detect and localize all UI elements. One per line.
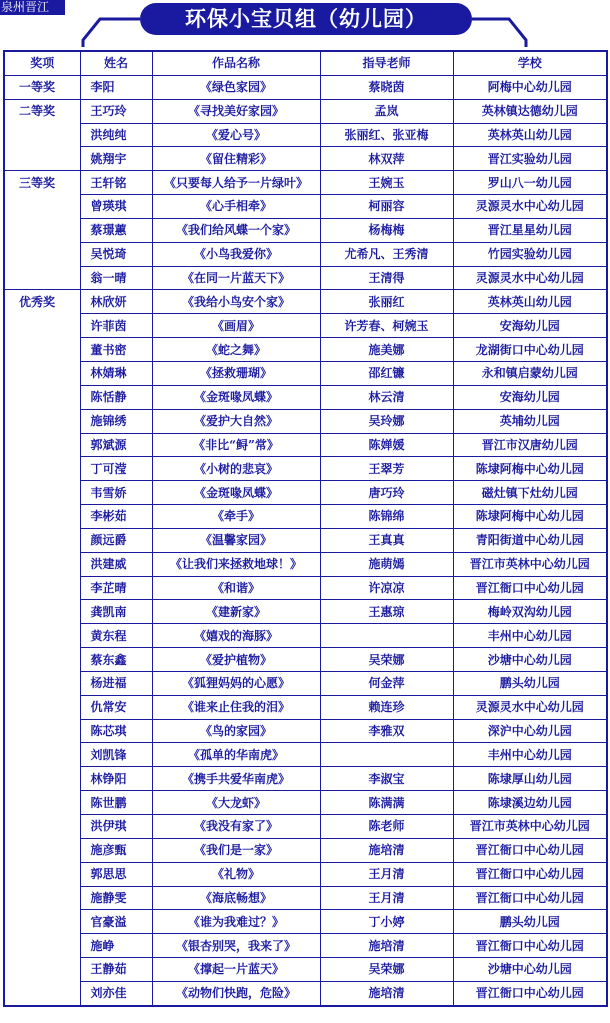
work-title-cell: 《小树的悲哀》 (152, 457, 320, 481)
school-cell: 罗山八一幼儿园 (453, 171, 607, 195)
school-cell: 深沪中心幼儿园 (453, 719, 607, 743)
school-cell: 英林英山幼儿园 (453, 290, 607, 314)
name-cell: 林欣妍 (80, 290, 152, 314)
school-cell: 永和镇启蒙幼儿园 (453, 361, 607, 385)
table-row (4, 457, 607, 481)
school-cell: 安海幼儿园 (453, 385, 607, 409)
name-cell: 许菲茵 (80, 314, 152, 338)
teacher-cell: 吴荣娜 (320, 958, 453, 982)
table-row (4, 290, 607, 314)
name-cell: 刘亦佳 (80, 981, 152, 1005)
table-row (4, 505, 607, 529)
table-row (4, 791, 607, 815)
table-row (4, 958, 607, 982)
table-row (4, 838, 607, 862)
teacher-cell: 唐巧玲 (320, 481, 453, 505)
school-cell: 陈埭厚山幼儿园 (453, 767, 607, 791)
teacher-cell: 吴荣娜 (320, 648, 453, 672)
school-cell: 晋江市英林中心幼儿园 (453, 552, 607, 576)
school-cell: 梅岭双沟幼儿园 (453, 600, 607, 624)
name-cell: 施峥 (80, 934, 152, 958)
award-cell (4, 314, 80, 338)
teacher-cell (320, 624, 453, 648)
school-cell: 晋江星星幼儿园 (453, 218, 607, 242)
work-title-cell: 《蛇之舞》 (152, 338, 320, 362)
name-cell: 李阳 (80, 75, 152, 99)
school-cell: 晋江市汉唐幼儿园 (453, 433, 607, 457)
school-cell: 安海幼儿园 (453, 314, 607, 338)
table-row (4, 600, 607, 624)
table-row (4, 481, 607, 505)
table-row (4, 218, 607, 242)
work-title-cell: 《非比“鲟”常》 (152, 433, 320, 457)
table-row (4, 815, 607, 839)
school-cell: 龙湖街口中心幼儿园 (453, 338, 607, 362)
teacher-cell: 张丽红 (320, 290, 453, 314)
teacher-cell: 何金萍 (320, 671, 453, 695)
work-title-cell: 《携手共爱华南虎》 (152, 767, 320, 791)
name-cell: 官豪溢 (80, 910, 152, 934)
work-title-cell: 《撑起一片蓝天》 (152, 958, 320, 982)
table-row (4, 910, 607, 934)
name-cell: 洪伊琪 (80, 815, 152, 839)
teacher-cell: 蔡晓茵 (320, 75, 453, 99)
table-row (4, 695, 607, 719)
teacher-cell: 王惠琼 (320, 600, 453, 624)
award-cell (4, 695, 80, 719)
teacher-cell: 陈婵媛 (320, 433, 453, 457)
teacher-cell: 王月清 (320, 886, 453, 910)
work-title-cell: 《嬉戏的海豚》 (152, 624, 320, 648)
table-row (4, 767, 607, 791)
name-cell: 杨进福 (80, 671, 152, 695)
table-row (4, 195, 607, 219)
name-cell: 曾瑛琪 (80, 195, 152, 219)
teacher-cell: 施培清 (320, 981, 453, 1005)
name-cell: 姚翔宇 (80, 147, 152, 171)
work-title-cell: 《建新家》 (152, 600, 320, 624)
work-title-cell: 《爱护大自然》 (152, 409, 320, 433)
school-cell: 青阳街道中心幼儿园 (453, 528, 607, 552)
teacher-cell: 王清得 (320, 266, 453, 290)
table-row (4, 147, 607, 171)
table-row (4, 743, 607, 767)
work-title-cell: 《让我们来拯救地球！》 (152, 552, 320, 576)
award-cell (4, 457, 80, 481)
award-cell (4, 338, 80, 362)
table-row (4, 552, 607, 576)
teacher-cell: 邵红镰 (320, 361, 453, 385)
name-cell: 颜远爵 (80, 528, 152, 552)
name-cell: 郭思思 (80, 862, 152, 886)
award-cell (4, 791, 80, 815)
award-cell (4, 981, 80, 1005)
teacher-cell: 李雅双 (320, 719, 453, 743)
table-row (4, 624, 607, 648)
school-cell: 晋江衙口中心幼儿园 (453, 934, 607, 958)
table-row (4, 385, 607, 409)
section-banner (0, 0, 610, 50)
award-cell (4, 505, 80, 529)
work-title-cell: 《温馨家园》 (152, 528, 320, 552)
award-cell (4, 648, 80, 672)
school-cell: 晋江衙口中心幼儿园 (453, 576, 607, 600)
teacher-cell: 赖连珍 (320, 695, 453, 719)
table-row (4, 719, 607, 743)
work-title-cell: 《牵手》 (152, 505, 320, 529)
school-cell: 晋江衙口中心幼儿园 (453, 838, 607, 862)
school-cell: 鹏头幼儿园 (453, 910, 607, 934)
award-cell (4, 910, 80, 934)
name-cell: 丁可滢 (80, 457, 152, 481)
table-row (4, 671, 607, 695)
name-cell: 郭斌源 (80, 433, 152, 457)
teacher-cell: 柯丽容 (320, 195, 453, 219)
school-cell: 英林英山幼儿园 (453, 123, 607, 147)
table-row (4, 242, 607, 266)
award-cell: 三等奖 (4, 171, 80, 195)
award-cell (4, 242, 80, 266)
teacher-cell: 王翠芳 (320, 457, 453, 481)
work-title-cell: 《银杏别哭，我来了》 (152, 934, 320, 958)
school-cell: 鹏头幼儿园 (453, 671, 607, 695)
school-cell: 陈埭阿梅中心幼儿园 (453, 505, 607, 529)
teacher-cell: 杨梅梅 (320, 218, 453, 242)
award-cell (4, 147, 80, 171)
table-row (4, 934, 607, 958)
name-cell: 仇常安 (80, 695, 152, 719)
teacher-cell: 施萌嫣 (320, 552, 453, 576)
work-title-cell: 《大龙虾》 (152, 791, 320, 815)
header-work: 作品名称 (152, 51, 320, 75)
name-cell: 陈世鹏 (80, 791, 152, 815)
teacher-cell: 陈老师 (320, 815, 453, 839)
name-cell: 施锦绣 (80, 409, 152, 433)
name-cell: 林铮阳 (80, 767, 152, 791)
teacher-cell: 尤希凡、王秀清 (320, 242, 453, 266)
name-cell: 蔡东鑫 (80, 648, 152, 672)
work-title-cell: 《金斑喙凤蝶》 (152, 481, 320, 505)
award-table-body (4, 75, 607, 1005)
school-cell: 晋江市英林中心幼儿园 (453, 815, 607, 839)
name-cell: 陈芯琪 (80, 719, 152, 743)
teacher-cell: 许芳春、柯婉玉 (320, 314, 453, 338)
school-cell: 英埔幼儿园 (453, 409, 607, 433)
name-cell: 洪纯纯 (80, 123, 152, 147)
teacher-cell: 王婉玉 (320, 171, 453, 195)
work-title-cell: 《只要每人给予一片绿叶》 (152, 171, 320, 195)
school-cell: 沙塘中心幼儿园 (453, 958, 607, 982)
table-row (4, 981, 607, 1005)
header-name: 姓名 (80, 51, 152, 75)
award-cell (4, 815, 80, 839)
school-cell: 晋江衙口中心幼儿园 (453, 886, 607, 910)
work-title-cell: 《留住精彩》 (152, 147, 320, 171)
school-cell: 陈埭阿梅中心幼儿园 (453, 457, 607, 481)
corner-region-tag: 泉州晋江 (0, 0, 65, 15)
work-title-cell: 《拯救珊瑚》 (152, 361, 320, 385)
name-cell: 施彦甄 (80, 838, 152, 862)
table-row (4, 361, 607, 385)
name-cell: 陈恬静 (80, 385, 152, 409)
award-cell (4, 934, 80, 958)
school-cell: 沙塘中心幼儿园 (453, 648, 607, 672)
teacher-cell: 林云清 (320, 385, 453, 409)
table-row (4, 314, 607, 338)
award-cell (4, 123, 80, 147)
award-cell (4, 409, 80, 433)
award-cell (4, 838, 80, 862)
teacher-cell: 施美娜 (320, 338, 453, 362)
award-cell: 二等奖 (4, 99, 80, 123)
school-cell: 晋江衙口中心幼儿园 (453, 981, 607, 1005)
award-cell (4, 958, 80, 982)
work-title-cell: 《我给小鸟安个家》 (152, 290, 320, 314)
name-cell: 施静雯 (80, 886, 152, 910)
award-cell (4, 671, 80, 695)
name-cell: 王静茹 (80, 958, 152, 982)
work-title-cell: 《爱护植物》 (152, 648, 320, 672)
award-cell (4, 195, 80, 219)
header-school: 学校 (453, 51, 607, 75)
school-cell: 晋江实验幼儿园 (453, 147, 607, 171)
award-cell (4, 528, 80, 552)
table-row (4, 123, 607, 147)
school-cell: 晋江衙口中心幼儿园 (453, 862, 607, 886)
award-table (3, 50, 608, 1007)
table-row (4, 886, 607, 910)
table-row (4, 171, 607, 195)
table-row (4, 862, 607, 886)
work-title-cell: 《金斑喙凤蝶》 (152, 385, 320, 409)
name-cell: 蔡璟蕙 (80, 218, 152, 242)
name-cell: 王轩铭 (80, 171, 152, 195)
table-row (4, 528, 607, 552)
teacher-cell: 施培清 (320, 934, 453, 958)
work-title-cell: 《动物们快跑，危险》 (152, 981, 320, 1005)
school-cell: 丰州中心幼儿园 (453, 624, 607, 648)
work-title-cell: 《孤单的华南虎》 (152, 743, 320, 767)
name-cell: 吴悦琦 (80, 242, 152, 266)
table-row (4, 409, 607, 433)
table-row (4, 576, 607, 600)
award-cell (4, 385, 80, 409)
award-cell: 一等奖 (4, 75, 80, 99)
work-title-cell: 《我们给风蝶一个家》 (152, 218, 320, 242)
teacher-cell: 张丽红、张亚梅 (320, 123, 453, 147)
header-award: 奖项 (4, 51, 80, 75)
teacher-cell: 陈满满 (320, 791, 453, 815)
table-row (4, 99, 607, 123)
award-cell (4, 218, 80, 242)
work-title-cell: 《我们是一家》 (152, 838, 320, 862)
work-title-cell: 《小鸟我爱你》 (152, 242, 320, 266)
teacher-cell: 林双萍 (320, 147, 453, 171)
work-title-cell: 《海底畅想》 (152, 886, 320, 910)
award-cell: 优秀奖 (4, 290, 80, 314)
name-cell: 李彬茹 (80, 505, 152, 529)
work-title-cell: 《谁为我难过？》 (152, 910, 320, 934)
table-row (4, 75, 607, 99)
table-row (4, 648, 607, 672)
award-cell (4, 743, 80, 767)
award-cell (4, 767, 80, 791)
school-cell: 灵源灵水中心幼儿园 (453, 195, 607, 219)
teacher-cell: 王月清 (320, 862, 453, 886)
banner-title: 环保小宝贝组（幼儿园） (140, 3, 472, 35)
work-title-cell: 《和谐》 (152, 576, 320, 600)
school-cell: 灵源灵水中心幼儿园 (453, 695, 607, 719)
teacher-cell: 施培清 (320, 838, 453, 862)
table-header-row (4, 51, 607, 75)
award-cell (4, 886, 80, 910)
teacher-cell: 陈锦绵 (320, 505, 453, 529)
award-cell (4, 481, 80, 505)
name-cell: 龚凯南 (80, 600, 152, 624)
name-cell: 洪建威 (80, 552, 152, 576)
name-cell: 李芷晴 (80, 576, 152, 600)
name-cell: 董书密 (80, 338, 152, 362)
award-cell (4, 433, 80, 457)
teacher-cell (320, 743, 453, 767)
award-cell (4, 361, 80, 385)
work-title-cell: 《礼物》 (152, 862, 320, 886)
name-cell: 韦雪娇 (80, 481, 152, 505)
award-cell (4, 266, 80, 290)
award-cell (4, 862, 80, 886)
teacher-cell: 孟岚 (320, 99, 453, 123)
school-cell: 竹园实验幼儿园 (453, 242, 607, 266)
work-title-cell: 《鸟的家园》 (152, 719, 320, 743)
school-cell: 磁灶镇下灶幼儿园 (453, 481, 607, 505)
work-title-cell: 《爱心号》 (152, 123, 320, 147)
school-cell: 丰州中心幼儿园 (453, 743, 607, 767)
work-title-cell: 《在同一片蓝天下》 (152, 266, 320, 290)
award-cell (4, 719, 80, 743)
work-title-cell: 《绿色家园》 (152, 75, 320, 99)
name-cell: 翁一晴 (80, 266, 152, 290)
award-cell (4, 624, 80, 648)
name-cell: 刘凯锋 (80, 743, 152, 767)
work-title-cell: 《我没有家了》 (152, 815, 320, 839)
award-cell (4, 552, 80, 576)
teacher-cell: 吴玲娜 (320, 409, 453, 433)
name-cell: 王巧玲 (80, 99, 152, 123)
teacher-cell: 许凉凉 (320, 576, 453, 600)
table-row (4, 433, 607, 457)
name-cell: 林婧琳 (80, 361, 152, 385)
award-cell (4, 600, 80, 624)
table-row (4, 266, 607, 290)
teacher-cell: 李淑宝 (320, 767, 453, 791)
table-row (4, 338, 607, 362)
school-cell: 陈埭溪边幼儿园 (453, 791, 607, 815)
work-title-cell: 《寻找美好家园》 (152, 99, 320, 123)
award-cell (4, 576, 80, 600)
work-title-cell: 《谁来止住我的泪》 (152, 695, 320, 719)
name-cell: 黄东程 (80, 624, 152, 648)
work-title-cell: 《画眉》 (152, 314, 320, 338)
teacher-cell: 丁小婷 (320, 910, 453, 934)
school-cell: 英林镇达德幼儿园 (453, 99, 607, 123)
work-title-cell: 《狐狸妈妈的心愿》 (152, 671, 320, 695)
header-teacher: 指导老师 (320, 51, 453, 75)
work-title-cell: 《心手相牵》 (152, 195, 320, 219)
teacher-cell: 王真真 (320, 528, 453, 552)
school-cell: 阿梅中心幼儿园 (453, 75, 607, 99)
school-cell: 灵源灵水中心幼儿园 (453, 266, 607, 290)
